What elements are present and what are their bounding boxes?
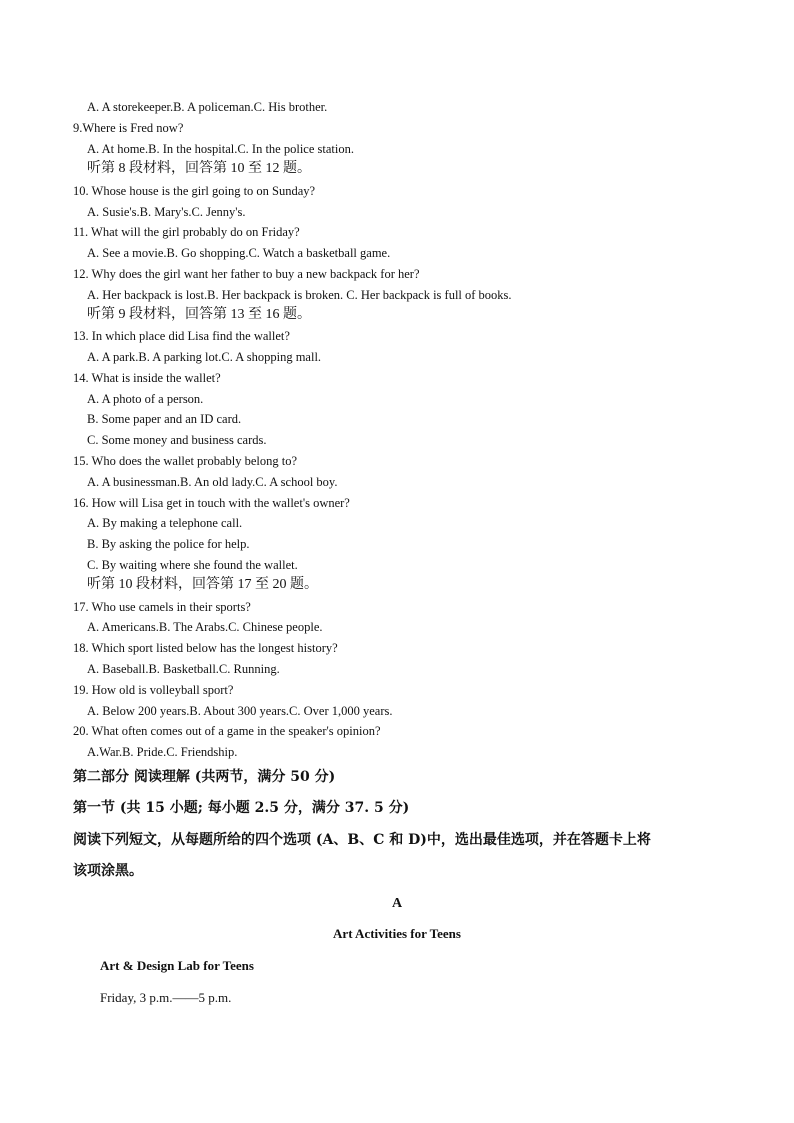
passage-letter: A (391, 896, 403, 911)
option-line: A. Americans.B. The Arabs.C. Chinese people. (87, 620, 323, 634)
question-line: 14. What is inside the wallet? (73, 371, 221, 385)
question-line: 11. What will the girl probably do on Friday? (73, 225, 300, 239)
activity-time: Friday, 3 p.m.——5 p.m. (100, 990, 232, 1005)
question-line: 9.Where is Fred now? (73, 121, 184, 135)
directions-line: 阅读下列短文，从每题所给的四个选项 (A、B、C 和 D)中，选出最佳选项，并在答题卡上将 (73, 832, 651, 848)
question-line: 15. Who does the wallet probably belong to? (73, 454, 298, 468)
question-line: 18. Which sport listed below has the longest history? (73, 641, 338, 655)
question-line: 10. Whose house is the girl going to on Sunday? (73, 184, 316, 198)
option-line: A. Below 200 years.B. About 300 years.C. Over 1,000 years. (87, 704, 393, 718)
directions-line: 该项涂黑。 (73, 863, 143, 879)
option-line: A. Susie's.B. Mary's.C. Jenny's. (87, 205, 246, 219)
option-line: C. Some money and business cards. (87, 433, 267, 447)
option-line: A. A photo of a person. (87, 392, 204, 406)
question-line: 16. How will Lisa get in touch with the wallet's owner? (73, 496, 350, 510)
section-instruction: 听第 10 段材料，回答第 17 至 20 题。 (87, 577, 318, 592)
option-line: A. A park.B. A parking lot.C. A shopping mall. (87, 350, 322, 364)
option-line: A. By making a telephone call. (87, 516, 243, 530)
question-line: 19. How old is volleyball sport? (73, 683, 234, 697)
section-heading: 第一节 (共 15 小题; 每小题 2.5 分，满分 37. 5 分) (73, 800, 410, 816)
passage-title: Art Activities for Teens (333, 926, 461, 941)
activity-title: Art & Design Lab for Teens (100, 958, 254, 973)
question-line: 12. Why does the girl want her father to buy a new backpack for her? (73, 267, 420, 281)
option-line: A. At home.B. In the hospital.C. In the police station. (87, 142, 354, 156)
option-line: A. Baseball.B. Basketball.C. Running. (87, 662, 280, 676)
option-line: A. Her backpack is lost.B. Her backpack is broken. C. Her backpack is full of books. (87, 288, 512, 302)
section-instruction: 听第 9 段材料，回答第 13 至 16 题。 (87, 307, 311, 322)
option-line: A. A businessman.B. An old lady.C. A school boy. (87, 475, 338, 489)
question-line: 13. In which place did Lisa find the wallet? (73, 329, 290, 343)
option-line: C. By waiting where she found the wallet. (87, 558, 298, 572)
option-line: A.War.B. Pride.C. Friendship. (87, 745, 238, 759)
option-line: A. See a movie.B. Go shopping.C. Watch a basketball game. (87, 246, 391, 260)
option-line: B. Some paper and an ID card. (87, 412, 242, 426)
question-line: 17. Who use camels in their sports? (73, 600, 251, 614)
option-line: A. A storekeeper.B. A policeman.C. His brother. (87, 100, 328, 114)
option-line: B. By asking the police for help. (87, 537, 250, 551)
part-heading: 第二部分 阅读理解 (共两节，满分 50 分) (73, 769, 336, 785)
section-instruction: 听第 8 段材料，回答第 10 至 12 题。 (87, 161, 311, 176)
question-line: 20. What often comes out of a game in the speaker's opinion? (73, 724, 381, 738)
